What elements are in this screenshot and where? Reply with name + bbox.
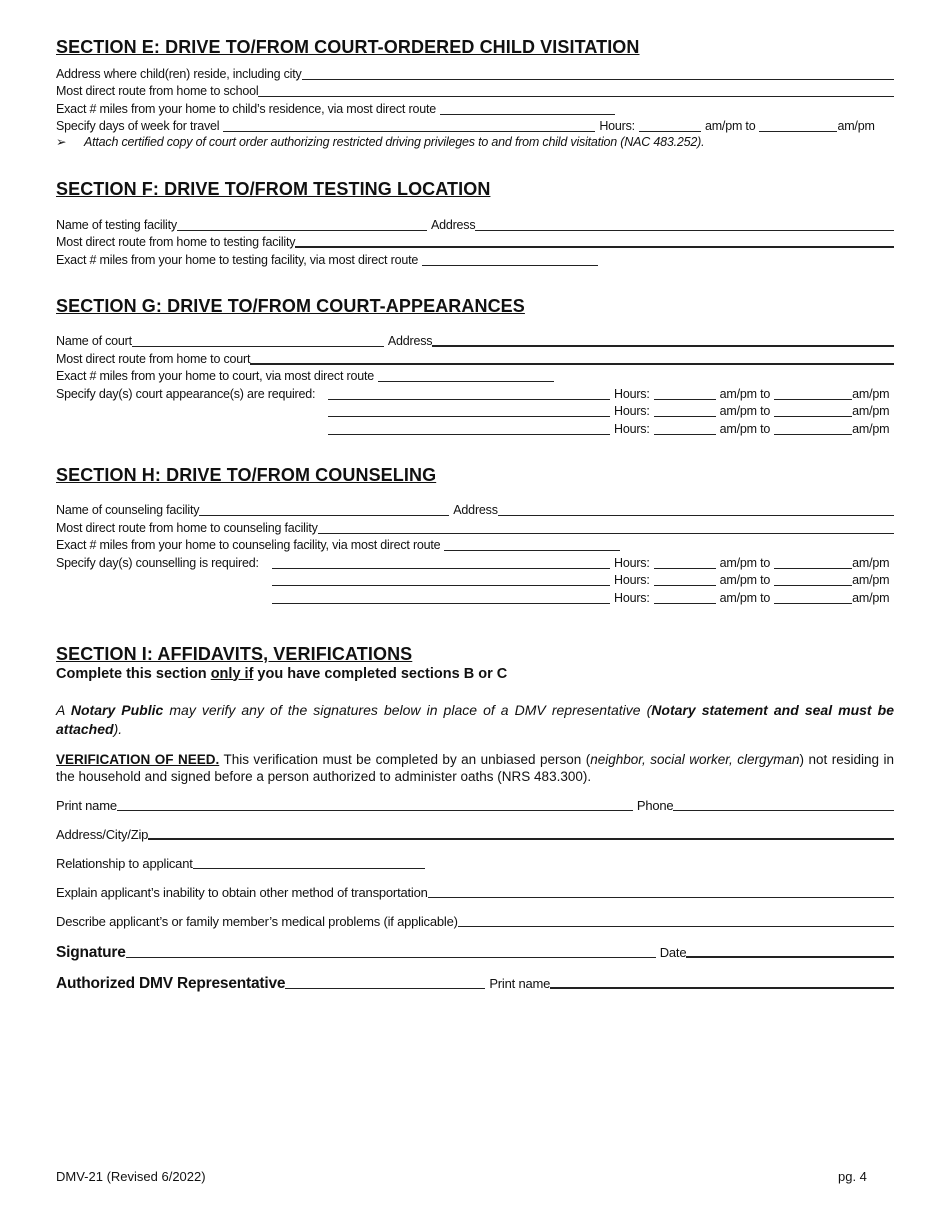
- phone-label: Phone: [636, 797, 674, 813]
- counseling-route-field[interactable]: [318, 520, 894, 534]
- court-address-label: Address: [387, 334, 433, 348]
- hours-label: Hours:: [599, 119, 635, 133]
- section-h: [56, 464, 894, 606]
- travel-days-row: [56, 117, 894, 135]
- counseling-hours-label-1: Hours:: [614, 555, 650, 570]
- subhead-pre: Complete this section: [56, 665, 211, 682]
- page-number: pg. 4: [838, 1169, 867, 1184]
- section-g: [56, 295, 894, 437]
- counseling-days-label: Specify day(s) counselling is required:: [56, 555, 259, 570]
- court-hours-to-1[interactable]: [774, 386, 852, 400]
- counseling-hours-from-3[interactable]: [654, 590, 716, 604]
- court-days-field-3[interactable]: [328, 421, 610, 435]
- print-name-field[interactable]: [117, 797, 633, 811]
- medical-row: [56, 901, 894, 930]
- section-e: [56, 36, 894, 151]
- ampm-label: am/pm: [837, 119, 875, 133]
- counseling-days-field-3[interactable]: [272, 590, 610, 604]
- explain-field[interactable]: [428, 884, 894, 898]
- court-ampm-2: am/pm: [852, 404, 890, 418]
- counseling-days-row-2: [56, 571, 894, 589]
- relationship-label: Relationship to applicant: [56, 855, 193, 871]
- court-hours-label-1: Hours:: [614, 386, 650, 401]
- address-city-zip-row: [56, 814, 894, 843]
- testing-miles-label: Exact # miles from your home to testing facility, via most direct route: [56, 252, 419, 267]
- testing-miles-field[interactable]: [422, 252, 598, 266]
- print-name-row: [56, 785, 894, 814]
- section-e-title: SECTION E: DRIVE TO/FROM COURT-ORDERED CHILD VISITATION: [56, 37, 640, 57]
- counseling-name-field[interactable]: [199, 502, 449, 516]
- court-miles-label: Exact # miles from your home to court, via most direct route: [56, 369, 374, 383]
- counseling-days-field-1[interactable]: [272, 555, 610, 569]
- court-days-row-1: [56, 384, 894, 402]
- signature-field[interactable]: [126, 944, 656, 958]
- court-miles-field[interactable]: [378, 368, 554, 382]
- court-address-field[interactable]: [432, 332, 894, 347]
- rep-print-name-label: Print name: [489, 975, 551, 991]
- verification-text-2: ) not residing in the household and signed before a person authorized to administer oaths (NRS 483.300).: [56, 751, 894, 784]
- testing-name-field[interactable]: [177, 217, 427, 231]
- notary-text-2: may verify any of the signatures below in place of a DMV representative (: [163, 701, 652, 718]
- child-miles-label: Exact # miles from your home to child’s residence, via most direct route: [56, 101, 436, 116]
- relationship-row: [56, 843, 894, 872]
- signature-label: Signature: [56, 943, 126, 961]
- court-hours-to-2[interactable]: [774, 403, 852, 417]
- phone-field[interactable]: [673, 797, 894, 811]
- section-f: [56, 178, 894, 268]
- section-i: [56, 643, 894, 992]
- testing-address-field[interactable]: [475, 217, 894, 231]
- testing-route-label: Most direct route from home to testing facility: [56, 235, 296, 249]
- court-ampm-to-2: am/pm to: [719, 404, 771, 418]
- court-route-field[interactable]: [250, 350, 894, 365]
- hours-to-field[interactable]: [759, 118, 837, 132]
- counseling-hours-label-3: Hours:: [614, 590, 650, 605]
- notary-seal-note: Notary statement and seal must be attached: [56, 701, 894, 737]
- court-ampm-1: am/pm: [852, 386, 890, 401]
- arrow-bullet-icon: ➢: [56, 135, 67, 149]
- counseling-ampm-to-1: am/pm to: [719, 555, 771, 570]
- court-hours-from-1[interactable]: [654, 386, 716, 400]
- explain-row: [56, 872, 894, 901]
- court-days-row-2: [56, 402, 894, 420]
- testing-route-field[interactable]: [295, 233, 894, 248]
- medical-field[interactable]: [458, 913, 894, 927]
- school-route-row: [56, 82, 894, 100]
- court-miles-row: [56, 367, 894, 385]
- testing-name-label: Name of testing facility: [56, 217, 177, 232]
- child-miles-row: [56, 99, 894, 117]
- court-hours-label-3: Hours:: [614, 421, 650, 436]
- court-order-note-text: Attach certified copy of court order authorizing restricted driving privileges to and from child visitation (NAC 483.252).: [84, 135, 705, 149]
- dmv-rep-row: [56, 961, 894, 992]
- counseling-hours-to-1[interactable]: [774, 555, 852, 569]
- counseling-route-row: [56, 518, 894, 536]
- court-hours-to-3[interactable]: [774, 421, 852, 435]
- testing-miles-row: [56, 250, 894, 268]
- date-field[interactable]: [686, 943, 894, 958]
- notary-text-1: A: [56, 701, 71, 718]
- counseling-ampm-2: am/pm: [852, 573, 890, 587]
- counseling-days-row-1: [56, 553, 894, 571]
- notary-paragraph: [56, 701, 894, 739]
- court-ampm-to-1: am/pm to: [719, 386, 771, 401]
- child-address-field[interactable]: [302, 66, 894, 80]
- testing-address-label: Address: [430, 217, 476, 232]
- counseling-days-field-2[interactable]: [272, 572, 610, 586]
- court-name-row: [56, 332, 894, 350]
- travel-days-label: Specify days of week for travel: [56, 119, 220, 133]
- section-h-title: SECTION H: DRIVE TO/FROM COUNSELING: [56, 464, 437, 485]
- testing-name-row: [56, 215, 894, 233]
- medical-label: Describe applicant’s or family member’s medical problems (if applicable): [56, 913, 458, 929]
- dmv-rep-signature-field[interactable]: [285, 975, 485, 989]
- address-city-zip-label: Address/City/Zip: [56, 826, 149, 842]
- counseling-miles-row: [56, 536, 894, 554]
- section-i-subhead: [56, 665, 894, 683]
- section-f-title: SECTION F: DRIVE TO/FROM TESTING LOCATION: [56, 179, 491, 199]
- court-hours-from-2[interactable]: [654, 403, 716, 417]
- counseling-ampm-to-2: am/pm to: [719, 573, 771, 587]
- child-address-row: [56, 64, 894, 82]
- court-route-row: [56, 349, 894, 367]
- signature-row: [56, 930, 894, 961]
- address-city-zip-field[interactable]: [148, 825, 894, 840]
- notary-public: Notary Public: [70, 701, 164, 718]
- school-route-field[interactable]: [258, 83, 894, 97]
- court-hours-label-2: Hours:: [614, 404, 650, 418]
- counseling-hours-to-3[interactable]: [774, 590, 852, 604]
- testing-route-row: [56, 233, 894, 251]
- counseling-miles-field[interactable]: [444, 537, 620, 551]
- verification-heading: VERIFICATION OF NEED.: [56, 751, 220, 767]
- court-days-row-3: [56, 419, 894, 437]
- court-days-label: Specify day(s) court appearance(s) are required:: [56, 386, 316, 401]
- counseling-ampm-to-3: am/pm to: [719, 590, 771, 605]
- subhead-only-if: only if: [210, 665, 254, 682]
- counseling-address-field[interactable]: [498, 502, 894, 516]
- court-days-field-1[interactable]: [328, 386, 610, 400]
- ampm-to-label: am/pm to: [704, 119, 756, 133]
- section-i-title: SECTION I: AFFIDAVITS, VERIFICATIONS: [56, 643, 413, 664]
- counseling-route-label: Most direct route from home to counseling facility: [56, 520, 318, 535]
- counseling-miles-label: Exact # miles from your home to counseling facility, via most direct route: [56, 538, 441, 552]
- counseling-name-row: [56, 501, 894, 519]
- verification-paragraph: [56, 751, 894, 785]
- date-label: Date: [659, 944, 687, 960]
- dmv-rep-label: Authorized DMV Representative: [56, 974, 286, 992]
- section-g-title: SECTION G: DRIVE TO/FROM COURT-APPEARANCES: [56, 295, 525, 316]
- court-hours-from-3[interactable]: [654, 421, 716, 435]
- counseling-name-label: Name of counseling facility: [56, 503, 200, 517]
- notary-text-3: ).: [113, 720, 123, 737]
- verification-text-1: This verification must be completed by an unbiased person (: [219, 751, 591, 767]
- explain-label: Explain applicant’s inability to obtain other method of transportation: [56, 884, 428, 900]
- form-page: [56, 36, 894, 992]
- child-address-label: Address where child(ren) reside, including city: [56, 66, 302, 81]
- court-days-field-2[interactable]: [328, 403, 610, 417]
- subhead-post: you have completed sections B or C: [253, 665, 508, 682]
- court-name-label: Name of court: [56, 334, 132, 348]
- court-ampm-to-3: am/pm to: [719, 421, 771, 436]
- court-name-field[interactable]: [132, 333, 384, 347]
- court-ampm-3: am/pm: [852, 421, 890, 436]
- child-miles-field[interactable]: [440, 101, 615, 115]
- rep-print-name-field[interactable]: [550, 974, 894, 989]
- form-id: DMV-21 (Revised 6/2022): [56, 1169, 206, 1184]
- travel-days-field[interactable]: [223, 118, 595, 132]
- counseling-days-row-3: [56, 588, 894, 606]
- counseling-ampm-3: am/pm: [852, 590, 890, 605]
- counseling-hours-label-2: Hours:: [614, 573, 650, 587]
- counseling-hours-to-2[interactable]: [774, 572, 852, 586]
- counseling-hours-from-2[interactable]: [654, 572, 716, 586]
- verification-examples: neighbor, social worker, clergyman: [590, 751, 800, 767]
- counseling-address-label: Address: [453, 503, 498, 517]
- court-route-label: Most direct route from home to court: [56, 351, 251, 366]
- counseling-ampm-1: am/pm: [852, 555, 890, 570]
- relationship-field[interactable]: [193, 855, 425, 869]
- hours-from-field[interactable]: [639, 118, 701, 132]
- counseling-hours-from-1[interactable]: [654, 555, 716, 569]
- print-name-label: Print name: [56, 797, 117, 813]
- court-order-note: [56, 134, 894, 151]
- school-route-label: Most direct route from home to school: [56, 84, 259, 98]
